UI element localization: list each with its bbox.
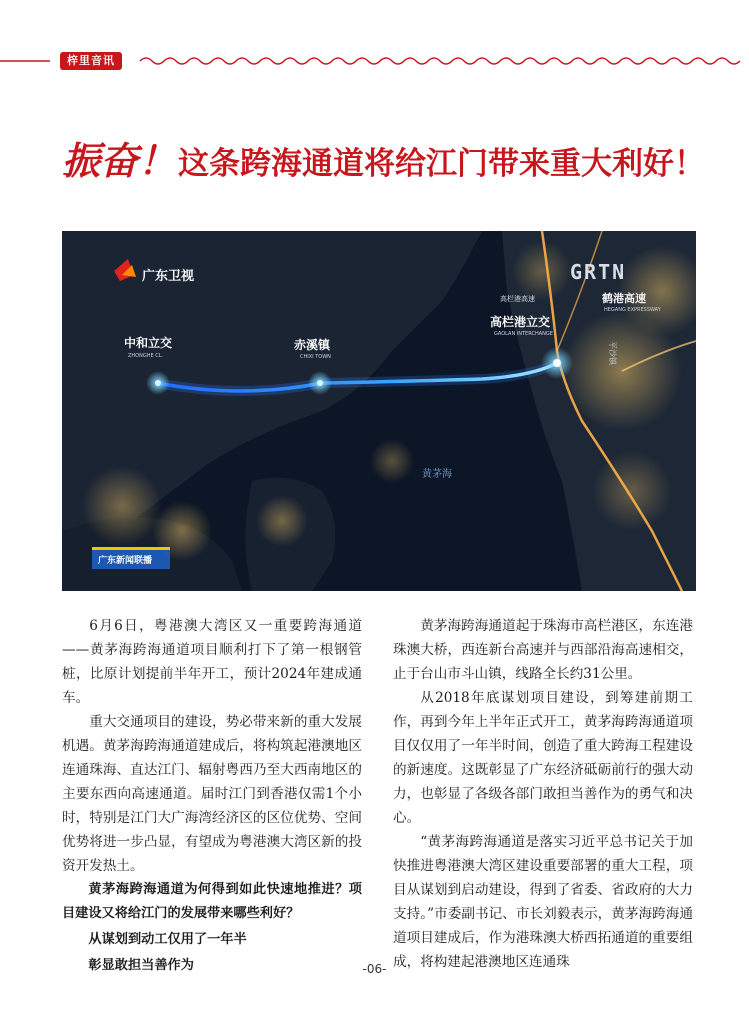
label-sea: 黄茅海 — [422, 469, 452, 480]
headline-text: 这条跨海通道将给江门带来重大利好！ — [178, 146, 706, 182]
paragraph: 重大交通项目的建设，势必带来新的重大发展机遇。黄茅海跨海通道建成后，将构筑起港澳地区连通珠海、直达江门、辐射粤西乃至大西南地区的主要东西向高速通道。届时江门到香港仅需1个小时，特别是江门大广海湾经济区的区位优势、空间优势将进一步凸显，有望成为粤港澳大湾区新的投资开发热土。 — [62, 714, 362, 874]
article-column-right — [393, 614, 693, 974]
news-photo — [62, 231, 696, 591]
label-gaolan-en: GAOLAN INTERCHANGE — [494, 331, 553, 337]
route-map — [62, 231, 696, 591]
grtn-watermark: GRTN — [570, 260, 627, 284]
question-lead: 黄茅海跨海通道为何得到如此快速地推进？项目建设又将给江门的发展带来哪些利好？ — [62, 882, 362, 921]
label-chixi-en: CHIXI TOWN — [300, 354, 331, 360]
article-column-left — [62, 614, 362, 978]
label-gaolan: 高栏港立交 — [490, 315, 551, 329]
svg-text:广东新闻联播: 广东新闻联播 — [98, 556, 153, 566]
headline-lead: 振奋！ — [62, 138, 177, 183]
label-hegang-en: HEGANG EXPRESSWAY — [604, 307, 661, 313]
section-tag: 梓里音讯 — [60, 52, 122, 70]
page-number: -06- — [362, 962, 387, 976]
label-zhonghe-en: ZHONGHE CL. — [128, 353, 164, 359]
paragraph: 6月6日，粤港澳大湾区又一重要跨海通道——黄茅海跨海通道项目顺利打下了第一根钢管桩，比原计划提前半年开工，预计2024年建成通车。 — [62, 618, 362, 706]
news-ticker-logo — [92, 547, 170, 569]
label-pingsha: 平沙镇 — [608, 341, 617, 365]
label-gaolan-small: 高栏港高速 — [500, 295, 535, 303]
label-chixi: 赤溪镇 — [294, 338, 331, 352]
paragraph: “黄茅海跨海通道是落实习近平总书记关于加快推进粤港澳大湾区建设重要部署的重大工程，项目从谋划到启动建设，得到了省委、省政府的大力支持。”市委副书记、市长刘毅表示，黄茅海跨海通道项目建成后，作为港珠澳大桥西拓通道的重要组成，将构建起港澳地区连通珠 — [393, 834, 693, 970]
label-hegang: 鹤港高速 — [602, 292, 646, 305]
headline — [62, 130, 722, 185]
subheading: 从谋划到动工仅用了一年半 — [88, 932, 247, 947]
subheading: 彰显敢担当善作为 — [88, 958, 194, 973]
paragraph: 黄茅海跨海通道起于珠海市高栏港区，东连港珠澳大桥，西连新台高速并与西部沿海高速相交，止于台山市斗山镇，线路全长约31公里。 — [393, 618, 693, 682]
label-zhonghe: 中和立交 — [124, 336, 173, 350]
paragraph: 从2018年底谋划项目建设，到筹建前期工作，再到今年上半年正式开工，黄茅海跨海通道项目仅仅用了一年半时间，创造了重大跨海工程建设的新速度。这既彰显了广东经济砥砺前行的强大动力，也彰显了各级各部门敢担当善作为的勇气和决心。 — [393, 690, 693, 826]
svg-text:广东卫视: 广东卫视 — [142, 269, 195, 284]
